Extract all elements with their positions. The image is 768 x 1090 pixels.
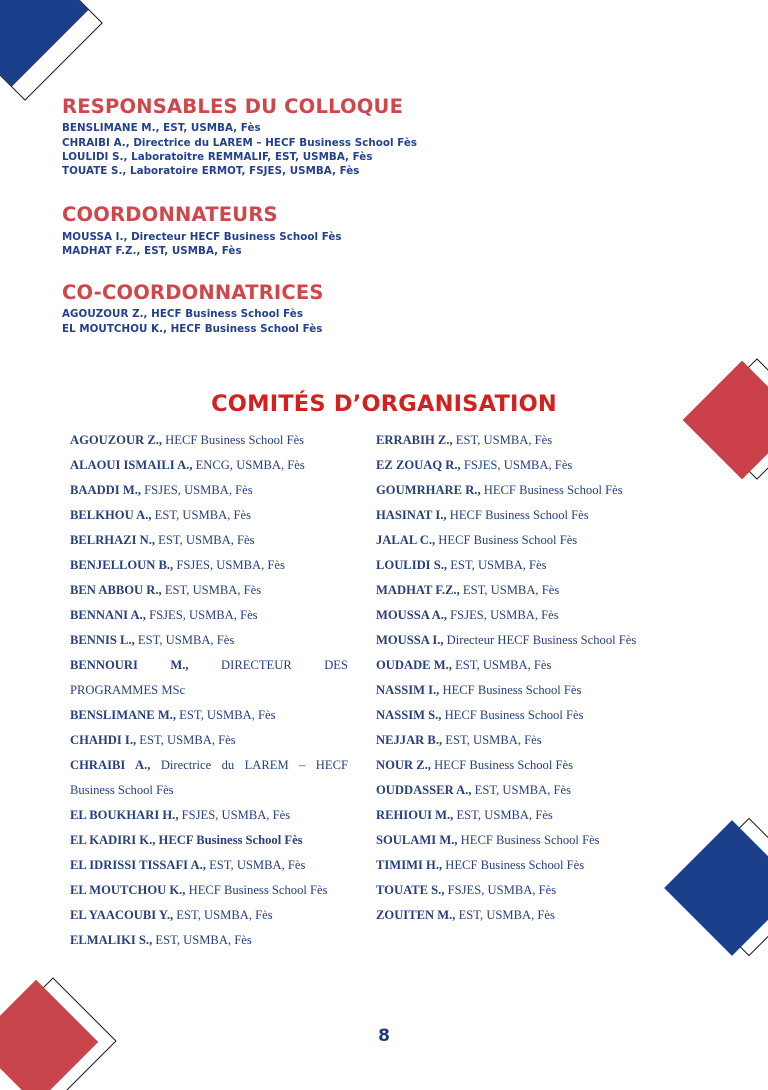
committee-member-name: LOULIDI S., <box>376 558 448 572</box>
committee-member-affiliation: FSJES, USMBA, Fès <box>460 458 573 472</box>
committee-member-affiliation: Directeur HECF Business School Fès <box>443 633 637 647</box>
committee-entry <box>70 478 348 503</box>
committee-entry <box>70 578 348 603</box>
committee-entry <box>376 428 676 453</box>
committee-entry <box>376 653 676 678</box>
co-coordonnatrices-list <box>62 307 492 335</box>
committee-member-affiliation: EST, USMBA, Fès <box>155 533 255 547</box>
decorative-diamond-top-left <box>0 0 66 64</box>
committee-member-name: AGOUZOUR Z., <box>70 433 163 447</box>
list-item: LOULIDI S., Laboratoitre REMMALIF, EST, USMBA, Fès <box>62 150 373 163</box>
list-item: AGOUZOUR Z., HECF Business School Fès <box>62 308 304 321</box>
committee-member-name: NASSIM I., <box>376 683 440 697</box>
committee-member-name: BENNANI A., <box>70 608 146 622</box>
committee-member-affiliation: HECF Business School Fès <box>480 483 623 497</box>
section-heading-responsables: RESPONSABLES DU COLLOQUE <box>62 95 404 118</box>
committee-member-affiliation: EST, USMBA, Fès <box>455 908 555 922</box>
committee-entry <box>376 578 676 603</box>
committee-column-right <box>376 428 676 928</box>
committee-member-name: JALAL C., <box>376 533 436 547</box>
committee-member-affiliation: Directrice du LAREM – HECF Business School Fès <box>70 758 348 797</box>
committee-entry <box>376 528 676 553</box>
committee-entry <box>376 603 676 628</box>
committee-member-name: EZ ZOUAQ R., <box>376 458 461 472</box>
committee-member-name: BENJELLOUN B., <box>70 558 174 572</box>
committee-column-left <box>70 428 348 953</box>
committee-member-name: EL YAACOUBI Y., <box>70 908 174 922</box>
page-number: 8 <box>378 1026 390 1046</box>
committee-member-name: CHRAIBI A., <box>70 758 151 772</box>
committee-member-affiliation: EST, USMBA, Fès <box>447 558 547 572</box>
committee-entry <box>376 878 676 903</box>
committee-member-affiliation: EST, USMBA, Fès <box>442 733 542 747</box>
committee-member-affiliation: FSJES, USMBA, Fès <box>444 883 557 897</box>
committee-entry <box>70 928 348 953</box>
committee-entry <box>70 853 348 878</box>
committee-entry <box>376 803 676 828</box>
committee-entry <box>376 503 676 528</box>
committee-entry <box>70 828 348 853</box>
committee-member-name: EL KADIRI K., HECF Business School Fès <box>70 833 303 847</box>
committee-member-affiliation: EST, USMBA, Fès <box>452 433 553 447</box>
committee-member-name: BENNOURI M., <box>70 658 189 672</box>
committee-member-name: NEJJAR B., <box>376 733 443 747</box>
committee-member-name: GOUMRHARE R., <box>376 483 481 497</box>
committee-member-name: EL BOUKHARI H., <box>70 808 179 822</box>
committee-member-name: BEN ABBOU R., <box>70 583 162 597</box>
committee-member-name: NASSIM S., <box>376 708 442 722</box>
committee-member-name: EL IDRISSI TISSAFI A., <box>70 858 206 872</box>
committee-member-affiliation: EST, USMBA, Fès <box>173 908 273 922</box>
committee-member-affiliation: HECF Business School Fès <box>435 533 578 547</box>
committee-member-affiliation: EST, USMBA, Fès <box>453 808 553 822</box>
committee-member-name: ERRABIH Z., <box>376 433 453 447</box>
committee-entry <box>376 703 676 728</box>
committee-member-name: OUDDASSER A., <box>376 783 472 797</box>
committee-entry <box>376 778 676 803</box>
committee-entry <box>70 878 348 903</box>
committee-entry <box>70 653 348 703</box>
committee-entry <box>70 428 348 453</box>
list-item: MOUSSA I., Directeur HECF Business School Fès <box>62 230 342 243</box>
committee-member-affiliation: HECF Business School Fès <box>162 433 305 447</box>
committee-member-affiliation: EST, USMBA, Fès <box>205 858 306 872</box>
committee-member-affiliation: HECF Business School Fès <box>439 683 582 697</box>
committee-member-name: ELMALIKI S., <box>70 933 153 947</box>
committee-member-name: NOUR Z., <box>376 758 431 772</box>
committee-member-affiliation: FSJES, USMBA, Fès <box>145 608 258 622</box>
committee-entry <box>376 678 676 703</box>
section-heading-coordonnateurs: COORDONNATEURS <box>62 203 278 227</box>
committee-entry <box>70 753 348 803</box>
committee-entry <box>70 703 348 728</box>
page-title: COMITÉS D’ORGANISATION <box>211 391 557 417</box>
committee-entry <box>376 553 676 578</box>
list-item: MADHAT F.Z., EST, USMBA, Fès <box>62 244 242 257</box>
committee-member-affiliation: HECF Business School Fès <box>441 708 584 722</box>
committee-entry <box>70 728 348 753</box>
committee-member-affiliation: FSJES, USMBA, Fès <box>141 483 253 497</box>
committee-entry <box>70 503 348 528</box>
committee-member-affiliation: EST, USMBA, Fès <box>471 783 572 797</box>
committee-member-affiliation: EST, USMBA, Fès <box>151 508 252 522</box>
committee-entry <box>376 903 676 928</box>
committee-member-affiliation: HECF Business School Fès <box>430 758 573 772</box>
spacer <box>62 258 492 282</box>
committee-member-affiliation: HECF Business School Fès <box>442 858 585 872</box>
committee-member-name: ZOUITEN M., <box>376 908 456 922</box>
committee-entry <box>376 728 676 753</box>
committee-member-affiliation: EST, USMBA, Fès <box>134 633 235 647</box>
committee-member-affiliation: EST, USMBA, Fès <box>152 933 252 947</box>
committee-member-affiliation: HECF Business School Fès <box>457 833 600 847</box>
committee-entry <box>70 628 348 653</box>
section-heading-co-coordonnatrices: CO-COORDONNATRICES <box>62 281 324 305</box>
list-item: BENSLIMANE M., EST, USMBA, Fès <box>62 122 261 135</box>
committee-member-name: EL MOUTCHOU K., <box>70 883 186 897</box>
committee-member-name: OUDADE M., <box>376 658 452 672</box>
committee-entry <box>376 478 676 503</box>
committee-entry <box>70 553 348 578</box>
committee-member-name: ALAOUI ISMAILI A., <box>70 458 193 472</box>
committee-entry <box>376 853 676 878</box>
committee-member-name: TIMIMI H., <box>376 858 443 872</box>
committee-member-affiliation: DIRECTEUR DES PROGRAMMES MSc <box>70 658 348 697</box>
spacer <box>62 178 492 204</box>
committee-member-affiliation: HECF Business School Fès <box>446 508 589 522</box>
committee-member-name: TOUATE S., <box>376 883 445 897</box>
committee-entry <box>70 528 348 553</box>
committee-member-affiliation: EST, USMBA, Fès <box>451 658 552 672</box>
responsables-list <box>62 121 492 178</box>
committee-columns <box>0 428 768 948</box>
list-item: TOUATE S., Laboratoire ERMOT, FSJES, USMBA, Fès <box>62 165 360 178</box>
committee-member-affiliation: ENCG, USMBA, Fès <box>192 458 305 472</box>
committee-member-name: BENSLIMANE M., <box>70 708 177 722</box>
committee-member-affiliation: FSJES, USMBA, Fès <box>173 558 285 572</box>
committee-member-name: BELKHOU A., <box>70 508 152 522</box>
committee-entry <box>70 453 348 478</box>
committee-member-name: SOULAMI M., <box>376 833 458 847</box>
committee-member-affiliation: FSJES, USMBA, Fès <box>178 808 291 822</box>
committee-member-affiliation: EST, USMBA, Fès <box>459 583 560 597</box>
committee-member-name: CHAHDI I., <box>70 733 137 747</box>
committee-member-affiliation: FSJES, USMBA, Fès <box>447 608 559 622</box>
committee-entry <box>70 803 348 828</box>
committee-member-name: MOUSSA I., <box>376 633 444 647</box>
committee-entry <box>70 603 348 628</box>
committee-member-name: MOUSSA A., <box>376 608 448 622</box>
committee-entry <box>70 903 348 928</box>
committee-member-affiliation: HECF Business School Fès <box>185 883 328 897</box>
committee-member-affiliation: EST, USMBA, Fès <box>136 733 236 747</box>
coordonnateurs-list <box>62 230 492 258</box>
committee-member-name: REHIOUI M., <box>376 808 454 822</box>
list-item: EL MOUTCHOU K., HECF Business School Fès <box>62 322 323 335</box>
committee-member-name: BELRHAZI N., <box>70 533 156 547</box>
list-item: CHRAIBI A., Directrice du LAREM – HECF Business School Fès <box>62 136 418 149</box>
committee-member-name: HASINAT I., <box>376 508 447 522</box>
committee-entry <box>376 753 676 778</box>
committee-member-name: BENNIS L., <box>70 633 135 647</box>
committee-member-name: BAADDI M., <box>70 483 142 497</box>
organizers-block <box>62 96 492 336</box>
committee-member-affiliation: EST, USMBA, Fès <box>161 583 262 597</box>
committee-entry <box>376 453 676 478</box>
committee-member-affiliation: EST, USMBA, Fès <box>176 708 276 722</box>
committee-entry <box>376 628 676 653</box>
committee-entry <box>376 828 676 853</box>
committee-member-name: MADHAT F.Z., <box>376 583 460 597</box>
